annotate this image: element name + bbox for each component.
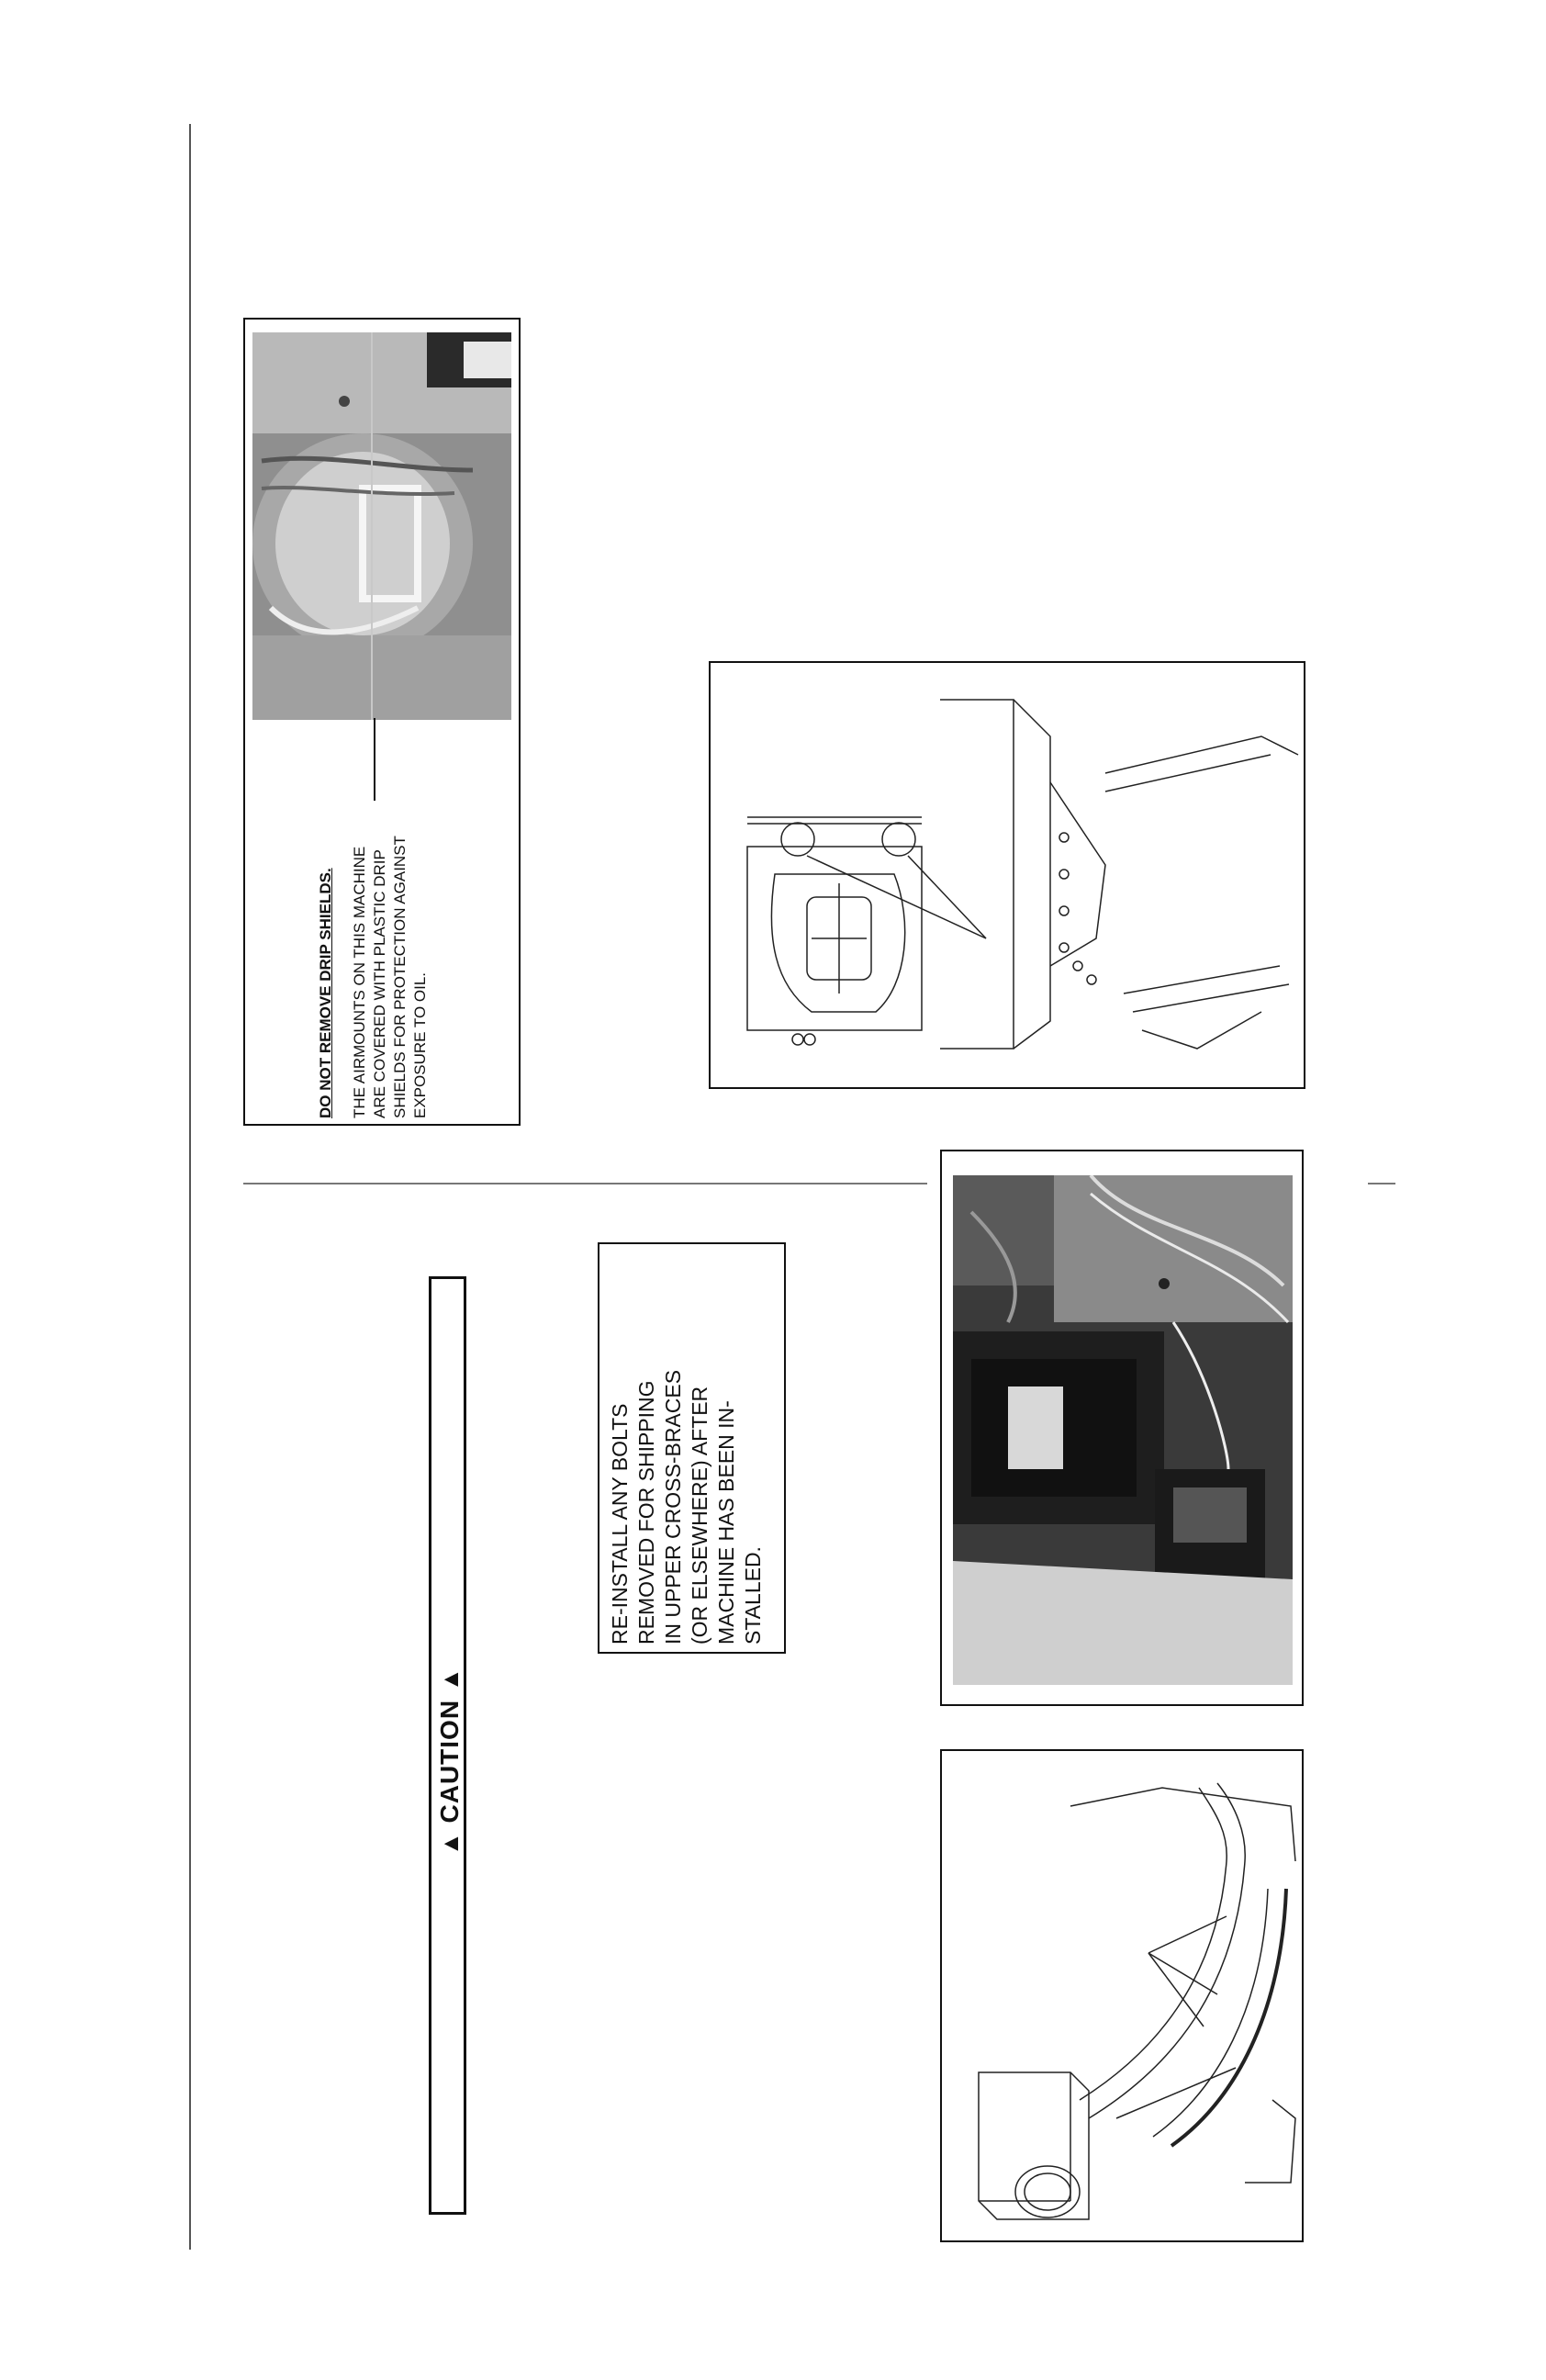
drip-shield-text (317, 531, 431, 1118)
warning-triangle-icon: ▲ (436, 1831, 464, 1856)
drip-shield-body (350, 531, 431, 1118)
drip-shield-line: THE AIRMOUNTS ON THIS MACHINE (351, 846, 368, 1118)
warning-triangle-icon: ▲ (436, 1667, 464, 1692)
reinstall-notice (598, 1242, 786, 1654)
drip-shield-panel (243, 318, 521, 1126)
reinstall-text (607, 1259, 767, 1645)
margin-rule (189, 124, 191, 2250)
cross-brace-diagram (709, 661, 1305, 1089)
drip-shield-line: ARE COVERED WITH PLASTIC DRIP (371, 849, 388, 1118)
bracket-diagram (940, 1749, 1304, 2242)
reinstall-line: IN UPPER CROSS-BRACES (661, 1369, 685, 1645)
section-divider (243, 1183, 927, 1184)
caution-title: CAUTION (435, 1699, 464, 1824)
machine-interior-photo-frame (940, 1150, 1304, 1706)
reinstall-line: STALLED. (741, 1546, 765, 1645)
bracket-drawing (942, 1751, 1302, 2240)
drip-shield-heading: DO NOT REMOVE DRIP SHIELDS. (317, 868, 334, 1118)
section-divider-tick (1368, 1183, 1395, 1184)
reinstall-line: MACHINE HAS BEEN IN- (714, 1400, 738, 1645)
machine-interior-photo (953, 1175, 1293, 1685)
cross-brace-drawing (711, 663, 1304, 1087)
reinstall-line: RE-INSTALL ANY BOLTS (608, 1403, 632, 1645)
caution-label (435, 1645, 465, 1856)
reinstall-line: REMOVED FOR SHIPPING (634, 1380, 658, 1645)
caution-box (429, 1276, 466, 2215)
drip-shield-line: EXPOSURE TO OIL. (411, 971, 429, 1118)
reinstall-line: (OR ELSEWHERE) AFTER (688, 1386, 711, 1645)
drip-shield-line: SHIELDS FOR PROTECTION AGAINST (391, 836, 409, 1118)
